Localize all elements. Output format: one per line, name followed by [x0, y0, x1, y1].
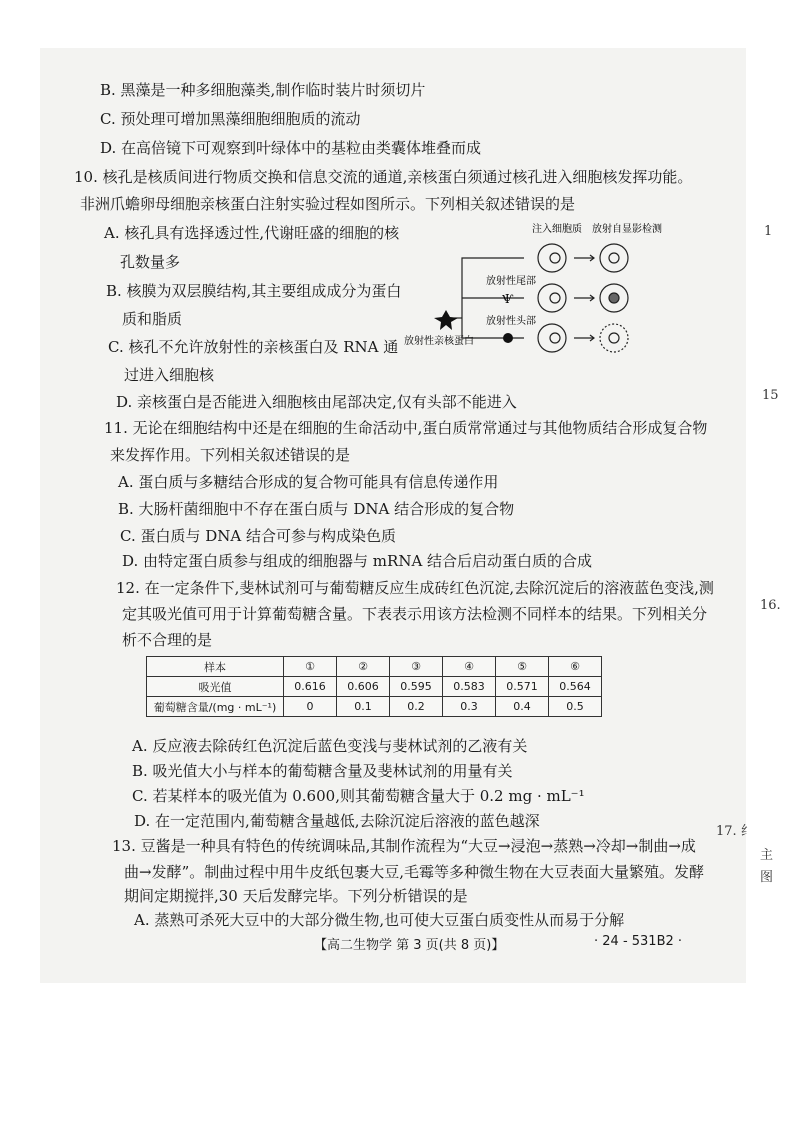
label-tail: 放射性尾部 [486, 276, 536, 287]
table-row [147, 697, 602, 717]
q11-option-d: D. 由特定蛋白质参与组成的细胞器与 mRNA 结合后启动蛋白质的合成 [122, 552, 593, 570]
table-cell: 0.4 [496, 697, 549, 717]
q10-option-c: C. 核孔不允许放射性的亲核蛋白及 RNA 通 [108, 338, 399, 356]
q10-option-c-cont: 过进入细胞核 [124, 366, 215, 384]
q9-option-c: C. 预处理可增加黑藻细胞细胞质的流动 [100, 110, 361, 128]
q11-stem-1: 11. 无论在细胞结构中还是在细胞的生命活动中,蛋白质常常通过与其他物质结合形成复合物 [104, 419, 708, 437]
table-cell: ③ [390, 657, 443, 677]
q13-option-a: A. 蒸熟可杀死大豆中的大部分微生物,也可使大豆蛋白质变性从而易于分解 [134, 911, 625, 929]
table-cell: 0.616 [284, 677, 337, 697]
label-head: 放射性头部 [486, 316, 536, 327]
side-fragment: 图 [760, 870, 774, 885]
label-inject: 注入细胞质 [532, 224, 582, 235]
label-detect: 放射自显影检测 [592, 224, 662, 235]
q10-option-b-cont: 质和脂质 [122, 310, 183, 328]
q12-option-a: A. 反应液去除砖红色沉淀后蓝色变浅与斐林试剂的乙液有关 [132, 737, 528, 755]
side-fragment: 1 [764, 224, 773, 239]
table-cell: 0 [284, 697, 337, 717]
table-row [147, 677, 602, 697]
q13-stem-2: 曲→发酵”。制曲过程中用牛皮纸包裹大豆,毛霉等多种微生物在大豆表面大量繁殖。发酵 [124, 863, 705, 881]
q12-option-d: D. 在一定范围内,葡萄糖含量越低,去除沉淀后溶液的蓝色越深 [134, 812, 540, 830]
table-cell: 0.2 [390, 697, 443, 717]
q10-stem-2: 非洲爪蟾卵母细胞亲核蛋白注射实验过程如图所示。下列相关叙述错误的是 [80, 195, 576, 213]
q11-stem-2: 来发挥作用。下列相关叙述错误的是 [110, 446, 351, 464]
absorbance-table [146, 656, 602, 717]
nuclear-protein-diagram [402, 220, 702, 360]
table-cell: 0.1 [337, 697, 390, 717]
cell-row-3 [538, 324, 628, 352]
table-header-row [147, 657, 602, 677]
cell-row-1 [538, 244, 628, 272]
table-cell: ⑤ [496, 657, 549, 677]
table-cell: 0.3 [443, 697, 496, 717]
table-cell: ④ [443, 657, 496, 677]
table-cell: 0.564 [549, 677, 602, 697]
side-fragment: 15 [762, 388, 779, 403]
q13-stem-3: 期间定期搅拌,30 天后发酵完毕。下列分析错误的是 [124, 887, 468, 905]
table-cell: 0.571 [496, 677, 549, 697]
table-cell: 葡萄糖含量/(mg · mL⁻¹) [147, 697, 284, 717]
label-protein: 放射性亲核蛋白 [404, 336, 474, 347]
table-cell: 0.5 [549, 697, 602, 717]
q12-option-c: C. 若某样本的吸光值为 0.600,则其葡萄糖含量大于 0.2 mg · mL⁻¹ [132, 787, 585, 805]
q12-stem-1: 12. 在一定条件下,斐林试剂可与葡萄糖反应生成砖红色沉淀,去除沉淀后的溶液蓝色变浅,测 [116, 579, 714, 597]
q9-option-d: D. 在高倍镜下可观察到叶绿体中的基粒由类囊体堆叠而成 [100, 139, 482, 157]
q11-option-c: C. 蛋白质与 DNA 结合可参与构成染色质 [120, 527, 397, 545]
q13-stem-1: 13. 豆酱是一种具有特色的传统调味品,其制作流程为“大豆→浸泡→蒸熟→冷却→制曲→成 [112, 837, 696, 855]
q9-option-b: B. 黑藻是一种多细胞藻类,制作临时装片时须切片 [100, 81, 426, 99]
side-fragment: 16. [760, 598, 781, 613]
q10-option-b: B. 核膜为双层膜结构,其主要组成成分为蛋白 [106, 282, 402, 300]
table-cell: ⑥ [549, 657, 602, 677]
exam-code: · 24 - 531B2 · [594, 934, 683, 949]
q11-option-b: B. 大肠杆菌细胞中不存在蛋白质与 DNA 结合形成的复合物 [118, 500, 515, 518]
table-cell: 0.595 [390, 677, 443, 697]
q10-option-d: D. 亲核蛋白是否能进入细胞核由尾部决定,仅有头部不能进入 [116, 393, 517, 411]
q10-option-a: A. 核孔具有选择透过性,代谢旺盛的细胞的核 [104, 224, 400, 242]
q11-option-a: A. 蛋白质与多糖结合形成的复合物可能具有信息传递作用 [118, 473, 499, 491]
table-cell: 吸光值 [147, 677, 284, 697]
side-fragment: 主 [760, 848, 774, 863]
side-fragment: 17. 纟 [716, 824, 754, 839]
q12-option-b: B. 吸光值大小与样本的葡萄糖含量及斐林试剂的用量有关 [132, 762, 513, 780]
table-cell: ② [337, 657, 390, 677]
page-footer: 【高二生物学 第 3 页(共 8 页)】 [314, 938, 505, 953]
table-cell: ① [284, 657, 337, 677]
q12-stem-3: 析不合理的是 [122, 631, 213, 649]
table-cell: 0.606 [337, 677, 390, 697]
q10-option-a-cont: 孔数量多 [120, 253, 181, 271]
cell-row-2 [538, 284, 628, 312]
table-cell: 0.583 [443, 677, 496, 697]
tail-fragment-icon: Ѱ [502, 292, 514, 306]
protein-star-icon [434, 310, 458, 330]
table-cell: 样本 [147, 657, 284, 677]
q12-stem-2: 定其吸光值可用于计算葡萄糖含量。下表表示用该方法检测不同样本的结果。下列相关分 [122, 605, 708, 623]
q10-stem-1: 10. 核孔是核质间进行物质交换和信息交流的通道,亲核蛋白须通过核孔进入细胞核发挥功能。 [74, 168, 693, 186]
head-fragment-icon [503, 333, 513, 343]
